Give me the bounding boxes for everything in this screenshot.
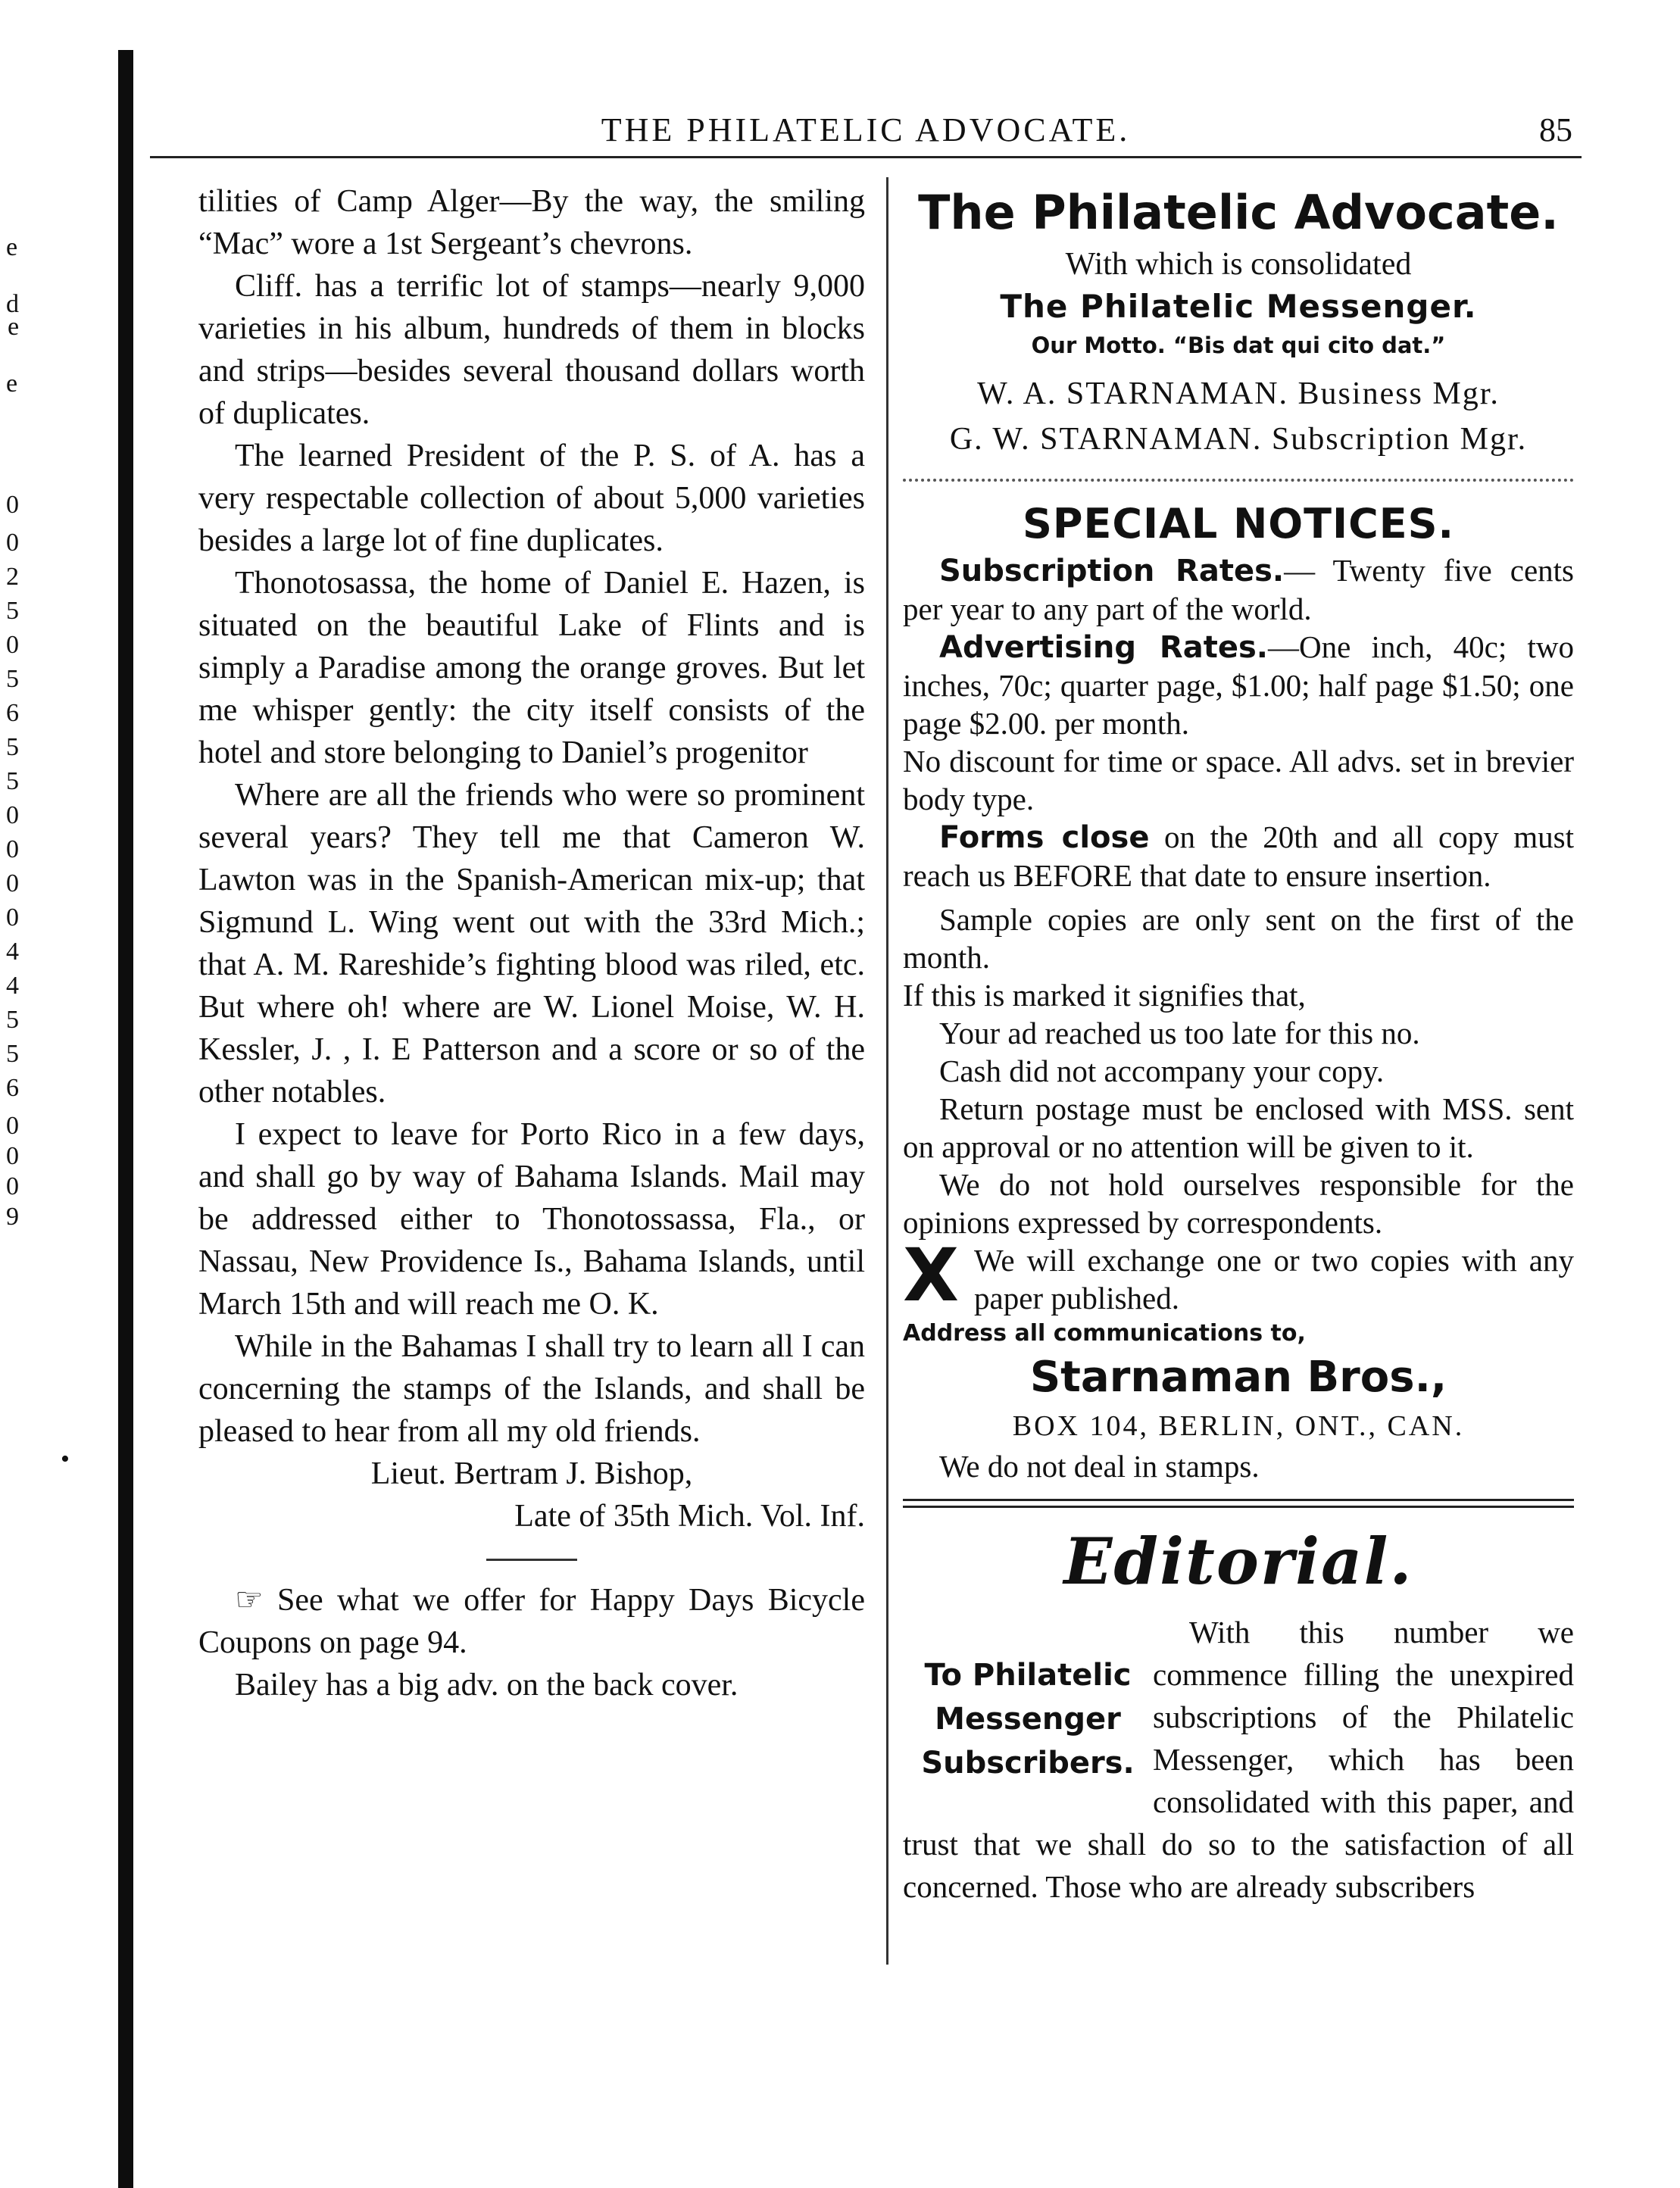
side-heading-line: To Philatelic <box>924 1658 1132 1693</box>
margin-mark: 6 <box>6 1074 19 1102</box>
consolidated-line: With which is consolidated <box>1065 247 1412 282</box>
margin-mark: 0 <box>6 491 19 519</box>
broken-rule <box>903 479 1574 482</box>
no-stamps-line: We do not deal in stamps. <box>939 1449 1260 1484</box>
return-postage: Return postage must be enclosed with MSS. sent on approval or no attention will be given to it. <box>903 1091 1574 1164</box>
column-divider <box>886 177 888 1965</box>
advertising-label: Advertising Rates. <box>939 630 1268 665</box>
paragraph: While in the Bahamas I shall try to learn all I can concerning the stamps of the Islands, and shall be pleased to hear from all my old friends. <box>198 1329 865 1449</box>
forms-label: Forms close <box>939 820 1150 855</box>
marked-line: If this is marked it signifies that, <box>903 978 1306 1013</box>
notices-heading: SPECIAL NOTICES. <box>1022 500 1455 548</box>
margin-mark: 0 <box>6 1172 19 1200</box>
messenger-title: The Philatelic Messenger. <box>1000 288 1477 325</box>
editorial-body <box>903 1611 1574 1908</box>
margin-mark: e <box>6 233 18 261</box>
advertising-text: —One inch, 40c; two inches, 70c; quarter page, $1.00; half page $1.50; one page $2.00. per month. <box>903 629 1574 741</box>
margin-mark: d <box>6 290 19 318</box>
business-manager: W. A. STARNAMAN. Business Mgr. <box>977 376 1500 411</box>
running-title: THE PHILATELIC ADVOCATE. <box>601 111 1131 148</box>
paragraph: Where are all the friends who were so prominent several years? They tell me that Cameron W. Lawton was in the Spanish-American mix-up; that Sigmund L. Wing went out with the 33rd Mich.; that A. M. Rareshide’s fighting blood was riled, etc. But where oh! where are W. Lionel Moise, W. H. Kessler, J. , I. E Patterson and a score or so of the other notables. <box>198 778 865 1110</box>
signature-unit: Late of 35th Mich. Vol. Inf. <box>514 1499 865 1534</box>
margin-mark: 0 <box>6 1112 19 1140</box>
editorial-side-heading <box>903 1653 1153 1785</box>
firm-address: BOX 104, BERLIN, ONT., CAN. <box>1012 1410 1465 1442</box>
margin-mark: 5 <box>6 597 19 625</box>
section-rule <box>486 1559 577 1561</box>
subscription-manager: G. W. STARNAMAN. Subscription Mgr. <box>949 422 1528 457</box>
masthead-title: The Philatelic Advocate. <box>918 185 1559 240</box>
motto: Our Motto. “Bis dat qui cito dat.” <box>1031 332 1446 358</box>
margin-mark: 0 <box>6 529 19 557</box>
margin-mark: 5 <box>6 665 19 693</box>
side-heading-line: Messenger <box>935 1702 1121 1737</box>
margin-mark: 4 <box>6 938 19 966</box>
subscription-text: — Twenty five cents per year to any part of the world. <box>903 553 1574 626</box>
margin-mark: 5 <box>6 733 19 761</box>
margin-mark: 5 <box>6 1040 19 1068</box>
margin-mark: 6 <box>6 699 19 727</box>
coupon-note: ☞ See what we offer for Happy Days Bicycle Coupons on page 94. <box>198 1583 865 1660</box>
side-heading-line: Subscribers. <box>921 1746 1135 1781</box>
margin-mark: 0 <box>6 904 19 932</box>
x-mark: X <box>903 1241 960 1317</box>
subscription-label: Subscription Rates. <box>939 554 1285 588</box>
margin-mark: 9 <box>6 1203 19 1231</box>
margin-mark: • <box>61 1445 70 1473</box>
firm-name: Starnaman Bros., <box>1029 1353 1447 1402</box>
running-header <box>150 108 1582 158</box>
margin-mark: 2 <box>6 563 19 591</box>
margin-mark: 0 <box>6 801 19 829</box>
margin-mark: 0 <box>6 631 19 659</box>
margin-mark: 0 <box>6 869 19 897</box>
paragraph: The learned President of the P. S. of A. has a very respectable collection of about 5,000 varieties besides a large lot of fine duplicates. <box>198 439 865 558</box>
double-rule <box>903 1499 1574 1508</box>
page-number: 85 <box>1539 111 1572 148</box>
responsibility: We do not hold ourselves responsible for the opinions expressed by correspondents. <box>903 1167 1574 1240</box>
margin-mark: 4 <box>6 972 19 1000</box>
margin-mark: e <box>6 370 18 398</box>
paragraph: Thonotosassa, the home of Daniel E. Hazen, is situated on the beautiful Lake of Flints and is simply a Paradise among the orange groves. But let me whisper gently: the city itself consists of the hotel and store belonging to Daniel’s progenitor <box>198 566 865 770</box>
exchange-line: We will exchange one or two copies with any paper published. <box>974 1243 1574 1316</box>
margin-mark: 0 <box>6 1142 19 1170</box>
margin-mark: 5 <box>6 1006 19 1034</box>
margin-mark: 5 <box>6 767 19 795</box>
back-cover-note: Bailey has a big adv. on the back cover. <box>235 1668 739 1703</box>
paragraph: tilities of Camp Alger—By the way, the smiling “Mac” wore a 1st Sergeant’s chevrons. <box>198 184 865 261</box>
editorial-text: With this number we commence filling the unexpired subscriptions of the Philatelic Messenger, which has been consolidated with this paper, and trust that we shall do so to the satisfaction of all concerned. Those who are already subscribers <box>903 1615 1574 1904</box>
no-discount: No discount for time or space. <box>903 744 1283 779</box>
margin-mark: 0 <box>6 835 19 863</box>
margin-mark: e <box>8 313 20 341</box>
late-line: Your ad reached us too late for this no. <box>939 1016 1420 1050</box>
right-column <box>903 180 1574 1908</box>
editorial-heading: Editorial. <box>1063 1524 1413 1599</box>
forms-text: on the 20th and all copy must reach us BEFORE that date to ensure insertion. <box>903 819 1575 893</box>
signature-name: Lieut. Bertram J. Bishop, <box>370 1456 693 1491</box>
left-column <box>198 180 865 1706</box>
paragraph: I expect to leave for Porto Rico in a few days, and shall go by way of Bahama Islands. Mail may be addressed either to Thonotossassa, Fla., or Nassau, New Providence Is., Bahama Islands, until March 15th and will reach me O. K. <box>198 1117 865 1322</box>
all-advs: All advs. set in brevier body type. <box>903 744 1574 816</box>
paragraph: Cliff. has a terrific lot of stamps—nearly 9,000 varieties in his album, hundreds of them in blocks and strips—besides several thousand dollars worth of duplicates. <box>198 269 865 431</box>
cash-line: Cash did not accompany your copy. <box>939 1053 1385 1088</box>
binding-edge <box>118 50 133 2188</box>
sample-copies: Sample copies are only sent on the first of the month. <box>903 902 1574 975</box>
address-label: Address all communications to, <box>903 1320 1306 1347</box>
